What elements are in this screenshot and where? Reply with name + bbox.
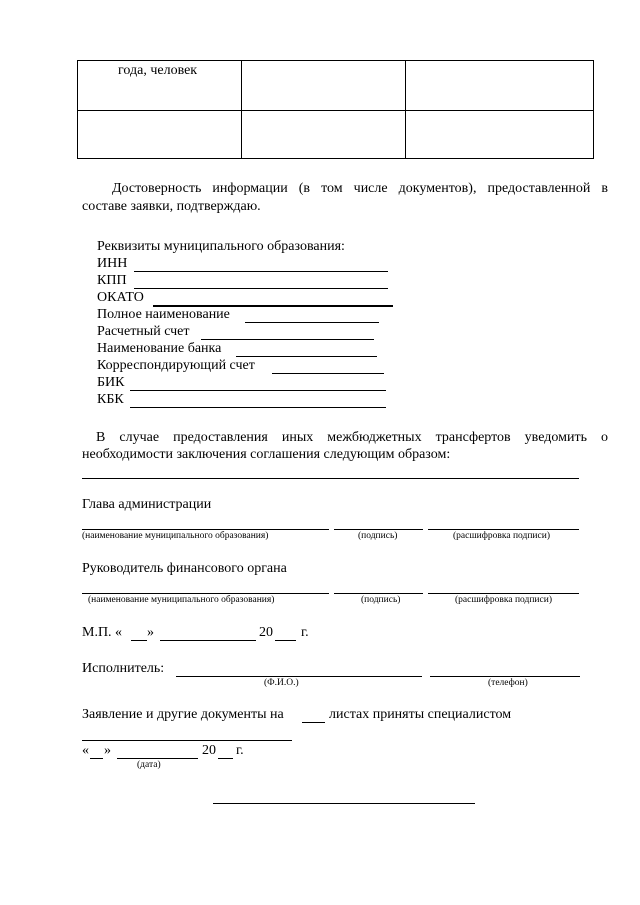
head-admin-sign-field[interactable] <box>334 529 423 530</box>
requisites-title: Реквизиты муниципального образования: <box>97 239 345 254</box>
date-quote-close: » <box>104 743 111 758</box>
bik-field[interactable] <box>130 390 386 391</box>
bank-name-field[interactable] <box>236 356 377 357</box>
transfers-answer-field[interactable] <box>82 478 579 479</box>
table-cell-text: года, человек <box>118 63 198 78</box>
okato-label: ОКАТО <box>97 290 144 305</box>
full-name-label: Полное наименование <box>97 307 230 322</box>
head-admin-name-field[interactable] <box>82 529 329 530</box>
confirm-line-2: составе заявки, подтверждаю. <box>82 199 261 214</box>
executor-label: Исполнитель: <box>82 661 165 676</box>
bik-label: БИК <box>97 375 125 390</box>
stamp-quote-close: » <box>147 625 154 640</box>
corr-account-label: Корреспондирующий счет <box>97 358 255 373</box>
transfers-line-2: необходимости заключения соглашения следующим образом: <box>82 447 451 462</box>
statement-part-2: листах приняты специалистом <box>329 707 512 722</box>
stamp-day-field[interactable] <box>131 640 147 641</box>
head-admin-name-caption: (наименование муниципального образования) <box>82 531 269 541</box>
date-year-prefix: 20 <box>202 743 216 758</box>
transfers-line-1: В случае предоставления иных межбюджетных трансфертов уведомить о <box>96 430 608 445</box>
executor-phone-caption: (телефон) <box>488 678 528 688</box>
bottom-line <box>213 803 475 804</box>
executor-phone-field[interactable] <box>430 676 580 677</box>
corr-account-field[interactable] <box>272 373 384 374</box>
stamp-year-field[interactable] <box>275 640 296 641</box>
head-finance-sign-caption: (подпись) <box>361 595 401 605</box>
info-table <box>77 60 594 159</box>
date-caption: (дата) <box>137 760 161 770</box>
date-quote-open: « <box>82 743 89 758</box>
kpp-label: КПП <box>97 273 127 288</box>
date-year-field[interactable] <box>218 758 233 759</box>
inn-field[interactable] <box>134 271 388 272</box>
stamp-year-prefix: 20 <box>259 625 273 640</box>
date-day-field[interactable] <box>90 758 103 759</box>
head-admin-decode-field[interactable] <box>428 529 579 530</box>
head-finance-name-field[interactable] <box>82 593 329 594</box>
account-field[interactable] <box>201 339 374 340</box>
head-finance-sign-field[interactable] <box>334 593 423 594</box>
statement-sheets-field[interactable] <box>302 722 325 723</box>
stamp-month-field[interactable] <box>160 640 256 641</box>
head-admin-decode-caption: (расшифровка подписи) <box>453 531 550 541</box>
account-label: Расчетный счет <box>97 324 190 339</box>
inn-label: ИНН <box>97 256 128 271</box>
kbk-label: КБК <box>97 392 124 407</box>
statement-part-1: Заявление и другие документы на <box>82 707 284 722</box>
kpp-field[interactable] <box>134 288 388 289</box>
specialist-field[interactable] <box>82 740 292 741</box>
full-name-field[interactable] <box>245 322 379 323</box>
kbk-field[interactable] <box>130 407 386 408</box>
stamp-year-suffix: г. <box>301 625 309 640</box>
stamp-mp: М.П. « <box>82 625 123 640</box>
confirm-line-1: Достоверность информации (в том числе документов), предоставленной в <box>112 181 608 196</box>
head-finance-title: Руководитель финансового органа <box>82 561 287 576</box>
head-admin-sign-caption: (подпись) <box>358 531 398 541</box>
executor-fio-caption: (Ф.И.О.) <box>264 678 299 688</box>
date-year-suffix: г. <box>236 743 244 758</box>
executor-fio-field[interactable] <box>176 676 422 677</box>
head-admin-title: Глава администрации <box>82 497 212 512</box>
bank-name-label: Наименование банка <box>97 341 222 356</box>
head-finance-name-caption: (наименование муниципального образования) <box>88 595 275 605</box>
table-row-divider <box>78 110 593 111</box>
head-finance-decode-caption: (расшифровка подписи) <box>455 595 552 605</box>
date-month-field[interactable] <box>117 758 198 759</box>
head-finance-decode-field[interactable] <box>428 593 579 594</box>
